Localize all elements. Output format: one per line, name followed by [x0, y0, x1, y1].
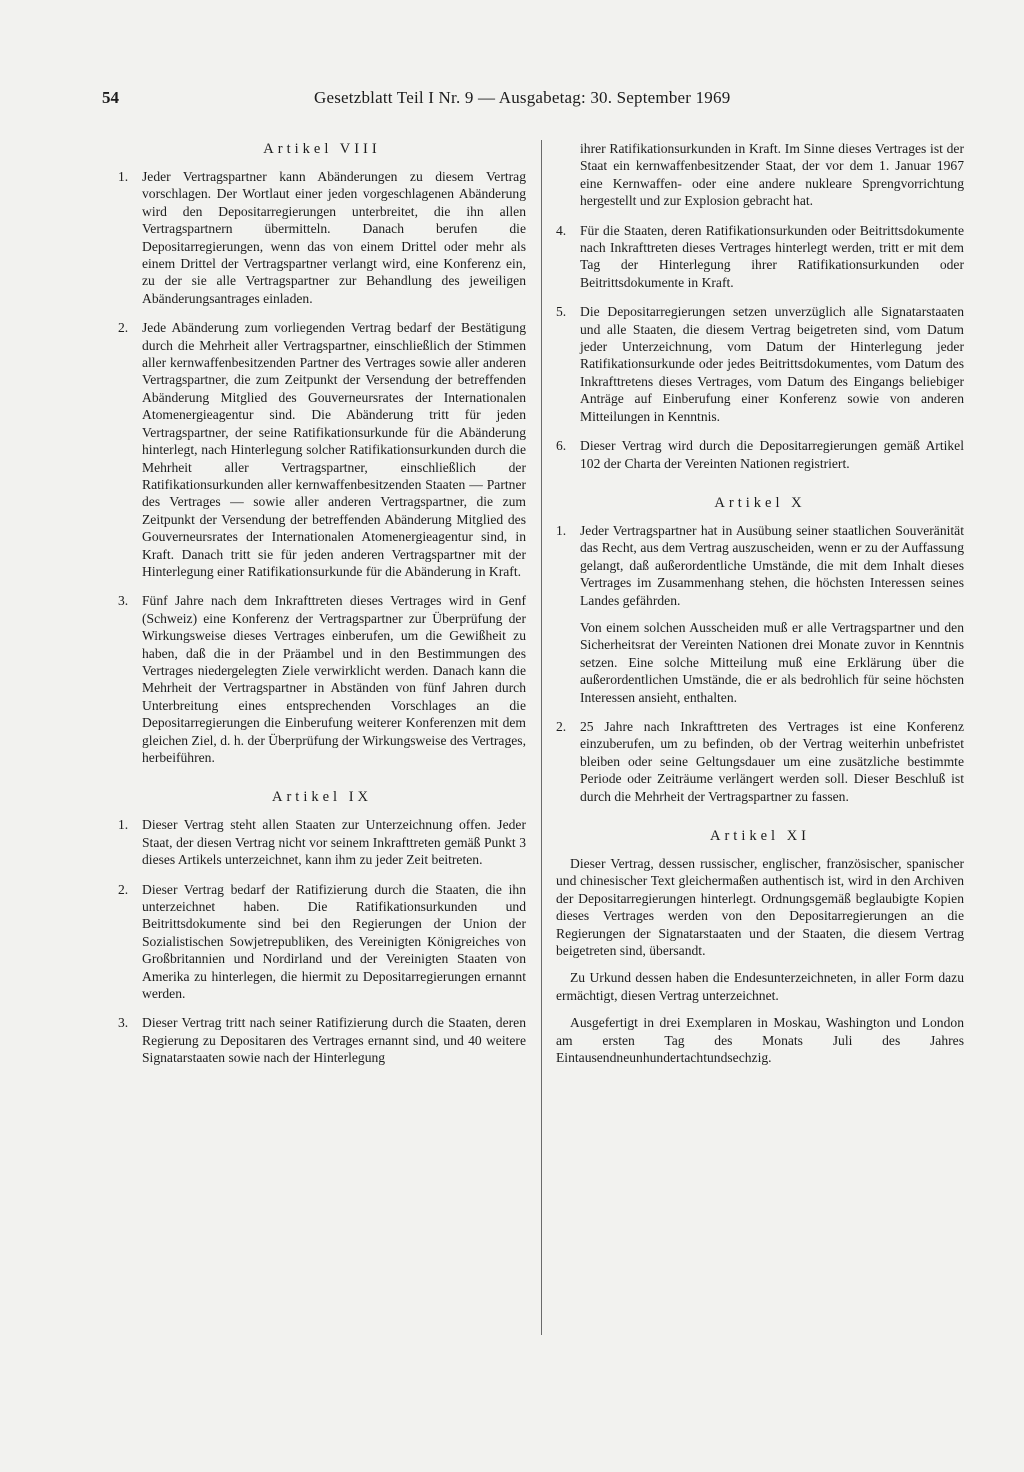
item-text: 25 Jahre nach Inkrafttreten des Vertrages ist eine Konferenz einzuberufen, um zu befinden, ob der Vertrag weiterhin unbefristet bleiben oder seine Geltungsdauer um eine zusätzliche bestimmte Periode oder Zeiträume verlängert werden soll. Dieser Beschluß ist durch die Mehrheit der Vertragspartner zu fassen. — [580, 718, 964, 804]
item-number: 2. — [556, 718, 567, 734]
item-text: Dieser Vertrag steht allen Staaten zur Unterzeichnung offen. Jeder Staat, der diesen Vertrag nicht vor seinem Inkrafttreten gemäß Punkt 3 dieses Artikels unterzeichnet, kann ihm zu jeder Zeit beitreten. — [142, 817, 526, 868]
column-divider — [541, 140, 542, 1335]
item-text: Die Depositarregierungen setzen unverzüglich alle Signatarstaaten und alle Staaten, die diesem Vertrag beigetreten sind, vom Datum jeder Unterzeichnung, vom Datum der Hinterlegung jeder Ratifikationsurkunde oder jedes Beitrittsdokumentes, vom Datum des Inkrafttretens dieses Vertrages, vom Datum des Eingangs beliebiger Anträge auf Einberufung einer Konferenz sowie von anderen Mitteilungen in Kenntnis. — [580, 304, 964, 424]
page-number: 54 — [102, 88, 119, 107]
item-text: Dieser Vertrag wird durch die Depositarregierungen gemäß Artikel 102 der Charta der Vereinten Nationen registriert. — [580, 438, 964, 471]
art9-item-2 — [118, 881, 526, 1003]
item-number: 2. — [118, 881, 129, 897]
article-heading-xi: Artikel XI — [710, 828, 810, 844]
art8-item-1 — [118, 168, 526, 307]
art11-paragraph: Zu Urkund dessen haben die Endesunterzeichneten, in aller Form dazu ermächtigt, diesen Vertrag unterzeichnet. — [556, 970, 964, 1003]
art9-item-3 — [118, 1014, 526, 1066]
item-text: Dieser Vertrag tritt nach seiner Ratifizierung durch die Staaten, deren Regierung zu Depositaren des Vertrages ernannt sind, und 40 weitere Signatarstaaten sowie nach der Hinterlegung — [142, 1015, 526, 1066]
running-header: Gesetzblatt Teil I Nr. 9 — Ausgabetag: 30. September 1969 — [314, 88, 731, 107]
art9-item-6 — [556, 437, 964, 472]
item-text: Dieser Vertrag bedarf der Ratifizierung durch die Staaten, die ihn unterzeichnet haben. Die Ratifikationsurkunden und Beitrittsdokumente sind bei den Regierungen der Union der Sozialistischen Sowjetrepubliken, des Vereinigten Königreiches von Großbritannien und Nordirland und der Vereinigten Staaten von Amerika zu hinterlegen, die hiermit zu Depositarregierungen ernannt werden. — [142, 881, 526, 1002]
item-text: Jeder Vertragspartner kann Abänderungen zu diesem Vertrag vorschlagen. Der Wortlaut einer jeden vorgeschlagenen Abänderung wird den Depositarregierungen unterbreitet, die ihn allen Vertragspartnern übermitteln. Danach berufen die Depositarregierungen, wenn das von einem Drittel oder mehr als einem Drittel der Vertragspartner verlangt wird, eine Konferenz ein, zu der sie alle Vertragspartner zur Behandlung des jeweiligen Abänderungsantrages einladen. — [142, 169, 526, 306]
item-number: 5. — [556, 304, 567, 320]
art10-item-2 — [556, 718, 964, 805]
item-number: 3. — [118, 1015, 129, 1031]
art9-item-4 — [556, 222, 964, 292]
item-number: 1. — [118, 817, 129, 833]
art9-item-3-continued — [556, 140, 964, 210]
right-column — [556, 140, 964, 1076]
item-number: 1. — [118, 169, 129, 184]
item-subparagraph: Von einem solchen Ausscheiden muß er alle Vertragspartner und den Sicherheitsrat der Vereinten Nationen drei Monate zuvor in Kenntnis setzen. Eine solche Mitteilung muß eine Erklärung über die außerordentlichen Umstände, die er als bedrohlich für seine höchsten Interessen ansieht, enthalten. — [580, 619, 964, 705]
art9-item-5 — [556, 303, 964, 425]
article-heading-viii: Artikel VIII — [263, 141, 381, 157]
item-number: 4. — [556, 222, 567, 238]
art8-item-3 — [118, 592, 526, 766]
art11-paragraph: Dieser Vertrag, dessen russischer, englischer, französischer, spanischer und chinesischer Text gleichermaßen authentisch ist, wird in den Archiven der Depositarregierungen hinterlegt. Ordnungsgemäß beglaubigte Kopien dieses Vertrages werden von den Depositarregierungen an die Regierungen der Signatarstaaten und der Staaten, die diesem Vertrag beigetreten sind, übersandt. — [556, 856, 964, 959]
item-text: Jeder Vertragspartner hat in Ausübung seiner staatlichen Souveränität das Recht, aus dem Vertrag auszuscheiden, wenn er zu der Auffassung gelangt, daß außerordentliche Umstände, die mit dem Inhalt dieses Vertrages im Zusammenhang stehen, die höchsten Interessen seines Landes gefährden. — [580, 522, 964, 608]
left-column — [118, 140, 526, 1079]
item-number: 2. — [118, 320, 129, 336]
art11-paragraph: Ausgefertigt in drei Exemplaren in Moskau, Washington und London am ersten Tag des Monats Juli des Jahres Eintausendneunhundertachtundsechzig. — [556, 1015, 964, 1066]
item-number: 6. — [556, 438, 567, 454]
item-number: 3. — [118, 593, 129, 609]
item-text: Jede Abänderung zum vorliegenden Vertrag bedarf der Bestätigung durch die Mehrheit aller Vertragspartner, einschließlich der Stimmen aller kernwaffenbesitzenden Partner des Vertrages sowie aller anderen Vertragspartner, die zum Zeitpunkt der Versendung der betreffenden Abänderung Mitglied des Gouverneursrates der Internationalen Atomenergieagentur sind. Die Abänderung tritt für jeden Vertragspartner, der seine Ratifikationsurkunde für die Abänderung hinterlegt, nach Hinterlegung solcher Ratifikationsurkunden durch die Mehrheit aller Vertragspartner, einschließlich der Ratifikationsurkunden aller kernwaffenbesitzenden Staaten — Partner des Vertrages — sowie aller anderen Vertragspartner, die zum Zeitpunkt der Versendung der betreffenden Abänderung Mitglied des Gouverneursrates der Internationalen Atomenergieagentur sind, in Kraft. Danach tritt sie für jeden anderen Vertragspartner mit der Hinterlegung einer Ratifikationsurkunde für die Abänderung in Kraft. — [142, 320, 526, 579]
art10-item-1 — [556, 522, 964, 706]
art9-item-1 — [118, 816, 526, 868]
item-text: ihrer Ratifikationsurkunden in Kraft. Im Sinne dieses Vertrages ist der Staat ein kernwaffenbesitzender Staat, der vor dem 1. Januar 1967 eine Kernwaffen- oder eine andere nukleare Sprengvorrichtung hergestellt und zur Explosion gebracht hat. — [580, 141, 964, 209]
item-text: Fünf Jahre nach dem Inkrafttreten dieses Vertrages wird in Genf (Schweiz) eine Konferenz der Vertragspartner zur Überprüfung der Wirkungsweise dieses Vertrages einberufen, um die Gewißheit zu haben, daß die in der Präambel und in den Bestimmungen des Vertrages niedergelegten Ziele verwirklicht werden. Danach kann die Mehrheit der Vertragspartner in Abständen von fünf Jahren durch Unterbreitung eines entsprechenden Vorschlages an die Depositarregierungen die Einberufung weiterer Konferenzen mit dem gleichen Ziel, d. h. der Überprüfung der Wirkungsweise des Vertrages, herbeiführen. — [142, 593, 526, 765]
article-heading-ix: Artikel IX — [272, 789, 372, 806]
art8-item-2 — [118, 319, 526, 580]
item-number: 1. — [556, 522, 567, 538]
item-text: Für die Staaten, deren Ratifikationsurkunden oder Beitrittsdokumente nach Inkrafttreten dieses Vertrages hinterlegt werden, tritt er mit dem Tag der Hinterlegung ihrer Ratifikationsurkunden oder Beitrittsdokumente in Kraft. — [580, 222, 964, 290]
article-heading-x: Artikel X — [714, 494, 806, 511]
